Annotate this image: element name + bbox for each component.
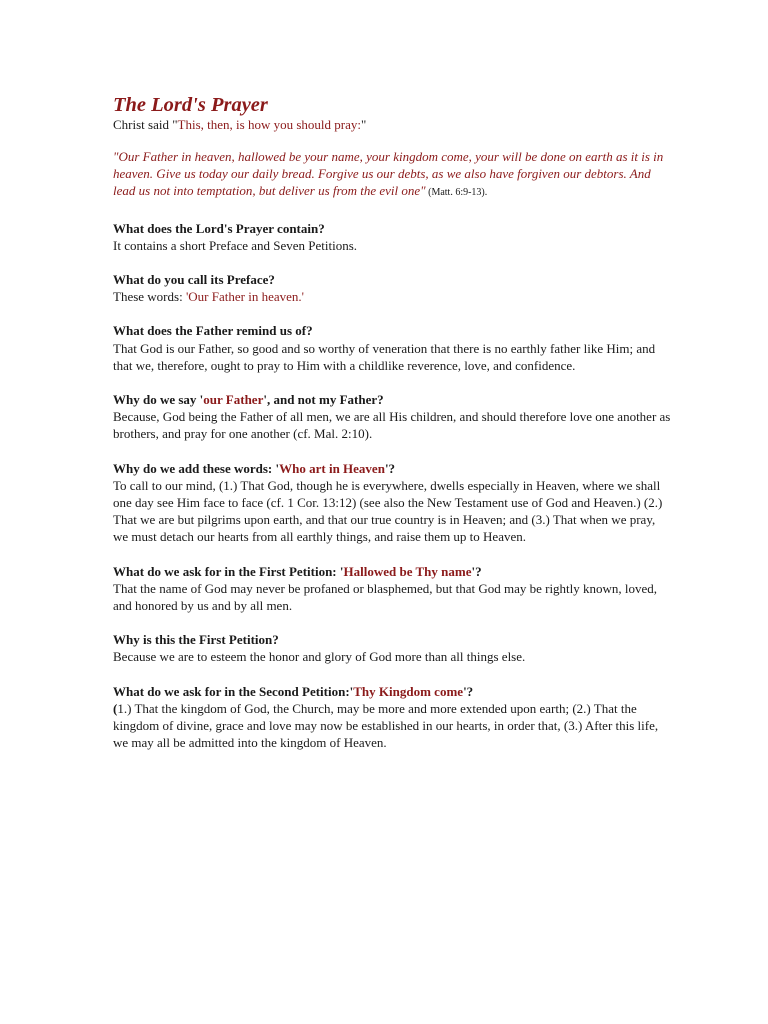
question-text-end: '? xyxy=(384,460,396,476)
answer: It contains a short Preface and Seven Petitions. xyxy=(113,237,358,253)
answer-text: These words: xyxy=(113,289,186,305)
answer: That God is our Father, so good and so worthy of veneration that there is no earthly father like Him; and that we, therefore, ought to pray to Him with a childlike reverence, love, and confidence. xyxy=(113,340,656,373)
intro-quote: This, then, is how you should pray: xyxy=(177,117,361,132)
answer-bold-paren: ( xyxy=(113,700,118,716)
qa-block xyxy=(113,391,672,443)
question-highlight: Thy Kingdom come xyxy=(353,683,464,699)
qa-block xyxy=(113,322,672,374)
answer: Because we are to esteem the honor and glory of God more than all things else. xyxy=(113,649,526,665)
answer xyxy=(113,288,672,305)
answer: To call to our mind, (1.) That God, though he is everywhere, dwells especially in Heaven, where we shall one day see Him face to face (cf. 1 Cor. 13:12) (see also the New Testament use of God and Heaven.) (2.) That we are but pilgrims upon earth, and that our true country is in Heaven; and (3.) That when we pray, we must detach our hearts from all earthly things, and raise them up to Heaven. xyxy=(113,477,663,545)
answer: That the name of God may never be profaned or blasphemed, but that God may be rightly known, loved, and honored by us and by all men. xyxy=(113,580,658,614)
question-text: Why do we add these words: ' xyxy=(113,460,280,476)
question-highlight: our Father xyxy=(203,392,264,408)
qa-block xyxy=(113,683,672,752)
question xyxy=(113,563,672,580)
question-text: What do we ask for in the Second Petition:' xyxy=(113,683,354,699)
question-highlight: Hallowed be Thy name xyxy=(343,563,472,579)
prayer-citation: (Matt. 6:9-13). xyxy=(425,187,488,199)
question-text-end: ', and not my Father? xyxy=(263,392,384,408)
answer-text: 1.) That the kingdom of God, the Church, may be more and more extended upon earth; (2.) That the kingdom of divine, grace and love may now be established in our hearts, in order that, (3.) After this life, we may all be admitted into the kingdom of Heaven. xyxy=(113,700,659,751)
answer-highlight: 'Our Father in heaven.' xyxy=(185,289,304,305)
question xyxy=(113,631,672,648)
question-text: What do you call its Preface? xyxy=(113,272,275,288)
question xyxy=(113,460,672,477)
prayer-text xyxy=(113,148,672,202)
prayer-quote: "Our Father in heaven, hallowed be your name, your kingdom come, your will be done on earth as it is in heaven. Give us today our daily bread. Forgive us our debts, as we also have forgiven our debtors. And lead us not into temptation, but deliver us from the evil one" xyxy=(113,149,664,199)
intro-line xyxy=(113,116,672,133)
question xyxy=(113,322,672,339)
question-text-end: '? xyxy=(463,683,474,699)
question-text-end: '? xyxy=(471,563,482,579)
intro-suffix: " xyxy=(360,117,367,132)
question-text: Why is this the First Petition? xyxy=(113,632,279,648)
question xyxy=(113,220,672,237)
qa-block xyxy=(113,220,672,254)
question-text: What do we ask for in the First Petition: ' xyxy=(113,563,344,579)
question xyxy=(113,271,672,288)
answer: Because, God being the Father of all men, we are all His children, and should therefore love one another as brothers, and pray for one another (cf. Mal. 2:10). xyxy=(113,409,671,442)
intro-prefix: Christ said " xyxy=(113,117,178,132)
question-text: What does the Father remind us of? xyxy=(113,323,313,339)
qa-block xyxy=(113,631,672,665)
qa-block xyxy=(113,563,672,615)
answer xyxy=(113,700,672,752)
qa-block xyxy=(113,271,672,305)
question xyxy=(113,391,672,408)
question-text: Why do we say ' xyxy=(113,392,204,408)
question xyxy=(113,683,672,700)
question-text: What does the Lord's Prayer contain? xyxy=(113,220,325,236)
page-title: The Lord's Prayer xyxy=(113,94,268,116)
qa-block xyxy=(113,460,672,546)
question-highlight: Who art in Heaven xyxy=(279,460,385,476)
